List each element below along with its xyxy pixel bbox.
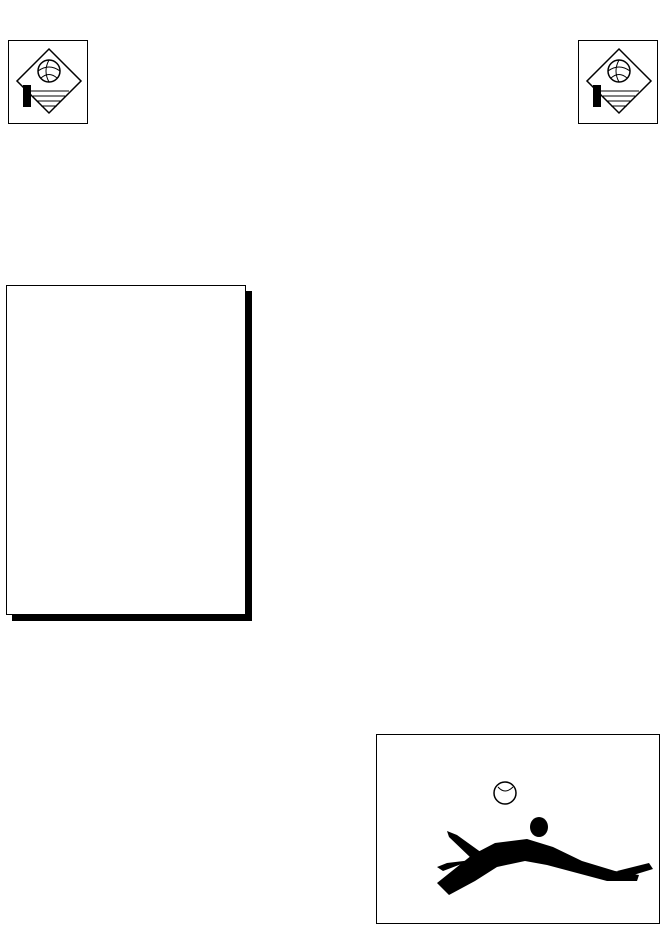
masthead-banner (8, 40, 658, 126)
logo-left (8, 40, 88, 124)
team-roster-box (6, 285, 246, 615)
column-2 (366, 148, 660, 158)
masthead-title (100, 40, 572, 126)
diving-player-icon (377, 735, 661, 925)
volleyball-player-silhouette (376, 734, 660, 924)
volleyball-logo-icon (579, 41, 659, 125)
logo-right (578, 40, 658, 124)
volleyball-logo-icon (9, 41, 89, 125)
